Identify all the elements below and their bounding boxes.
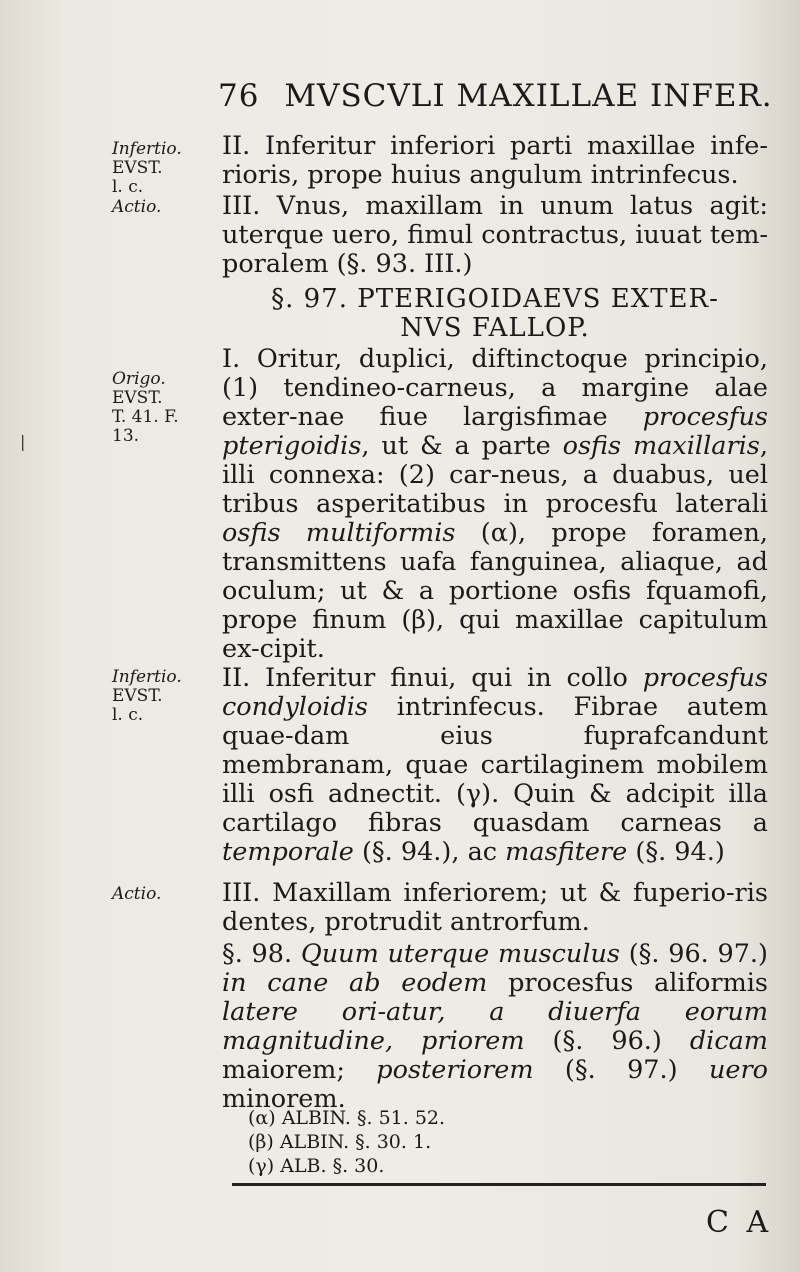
italic-term: posteriorem: [376, 1055, 534, 1085]
margin-note-insertio-2: [112, 668, 207, 725]
footnotes: [248, 1106, 445, 1178]
paragraph-text: II. Inferitur inferiori parti maxillae infe-rioris, prope huius angulum intrinfecus.: [222, 131, 768, 190]
margin-label: Infertio.: [112, 667, 182, 687]
paragraph-text: III. Maxillam inferiorem; ut & fuperio-ris dentes, protrudit antrorfum.: [222, 878, 768, 937]
footnote: (γ) ALB. §. 30.: [248, 1155, 385, 1177]
italic-term: masfitere: [505, 837, 628, 867]
margin-note-origo: [112, 370, 207, 446]
paragraph-actio-2: [222, 879, 768, 937]
text-run: maiorem;: [222, 1055, 377, 1085]
italic-term: procesfus pterigoidis: [222, 402, 768, 461]
margin-ref: l. c.: [112, 177, 144, 197]
footnote: (β) ALBIN. §. 30. 1.: [248, 1131, 432, 1153]
margin-ref: l. c.: [112, 705, 144, 725]
paragraph-text: III. Vnus, maxillam in unum latus agit: uterque uero, fimul contractus, iuuat tem-poralem (§. 93. III.): [222, 191, 768, 279]
margin-note-actio-2: [112, 885, 207, 904]
text-run: §. 98.: [222, 939, 301, 969]
margin-ref: T. 41. F.: [112, 407, 179, 427]
italic-term: osfis maxillaris: [562, 431, 760, 461]
text-run: I. Oritur, duplici, diftinctoque principio, (1) tendineo-carneus, a margine alae exter-nae fiue largisfimae: [222, 344, 768, 432]
text-run: (§. 94.), ac: [353, 837, 506, 867]
italic-term: osfis multiformis: [222, 518, 456, 548]
paragraph-insertio-2: [222, 664, 768, 867]
margin-ref: EVST.: [112, 686, 163, 706]
italic-term: procesfus condyloidis: [222, 663, 768, 722]
text-run: (§. 94.): [627, 837, 725, 867]
text-run: (§. 96.): [524, 1026, 690, 1056]
text-run: procesfus aliformis: [487, 968, 768, 998]
paragraph-actio-1: [222, 192, 768, 279]
section-heading-97: [222, 285, 768, 343]
text-run: intrinfecus. Fibrae autem quae-dam eius fuprafcandunt membranam, quae cartilaginem mobilem illi osfi adnectit. (γ). Quin & adcipit illa cartilago fibras quasdam carneas a: [222, 692, 768, 838]
margin-label: Origo.: [112, 369, 166, 389]
italic-term: dicam: [689, 1026, 768, 1056]
margin-ref: EVST.: [112, 158, 163, 178]
running-header: [218, 78, 773, 114]
paragraph-98: [222, 940, 768, 1114]
paragraph-text: [222, 940, 768, 1114]
margin-label: Infertio.: [112, 139, 182, 159]
text-run: II. Inferitur finui, qui in collo: [222, 663, 643, 693]
footer-rule: [232, 1183, 766, 1186]
margin-ref: 13.: [112, 426, 140, 446]
margin-note-insertio-1: [112, 140, 207, 197]
paragraph-text: [222, 345, 768, 664]
paragraph-origo: [222, 345, 768, 664]
text-run: (§. 96. 97.): [620, 939, 768, 969]
paragraph-text: [222, 664, 768, 867]
footnote: (α) ALBIN. §. 51. 52.: [248, 1107, 446, 1129]
italic-term: in cane ab eodem: [222, 968, 488, 998]
signature-mark: C A: [706, 1205, 773, 1240]
text-run: , ut & a parte: [361, 431, 563, 461]
margin-label: Actio.: [112, 884, 162, 904]
text-run: minorem.: [222, 1084, 346, 1114]
margin-ref: EVST.: [112, 388, 163, 408]
page-number: 76: [218, 78, 260, 114]
italic-term: latere ori-atur, a diuerfa eorum magnitudine, priorem: [222, 997, 768, 1056]
margin-label: Actio.: [112, 197, 162, 217]
italic-term: temporale: [222, 837, 354, 867]
italic-term: Quum uterque musculus: [300, 939, 621, 969]
italic-term: uero: [708, 1055, 768, 1085]
stray-mark: |: [20, 432, 26, 451]
section-heading-line: §. 97. PTERIGOIDAEVS EXTER-: [271, 284, 719, 314]
running-title: MVSCVLI MAXILLAE INFER.: [284, 78, 773, 114]
text-run: , illi connexa: (2) car-neus, a duabus, uel tribus asperitatibus in procesfu laterali: [222, 431, 768, 519]
paragraph-insertio-1: [222, 132, 768, 190]
text-run: (§. 97.): [533, 1055, 709, 1085]
margin-note-actio-1: [112, 198, 207, 217]
text-run: (α), prope foramen, transmittens uafa fanguinea, aliaque, ad oculum; ut & a portione osfis fquamofi, prope finum (β), qui maxillae capitulum ex-cipit.: [222, 518, 768, 664]
section-heading-line: NVS FALLOP.: [400, 313, 590, 343]
